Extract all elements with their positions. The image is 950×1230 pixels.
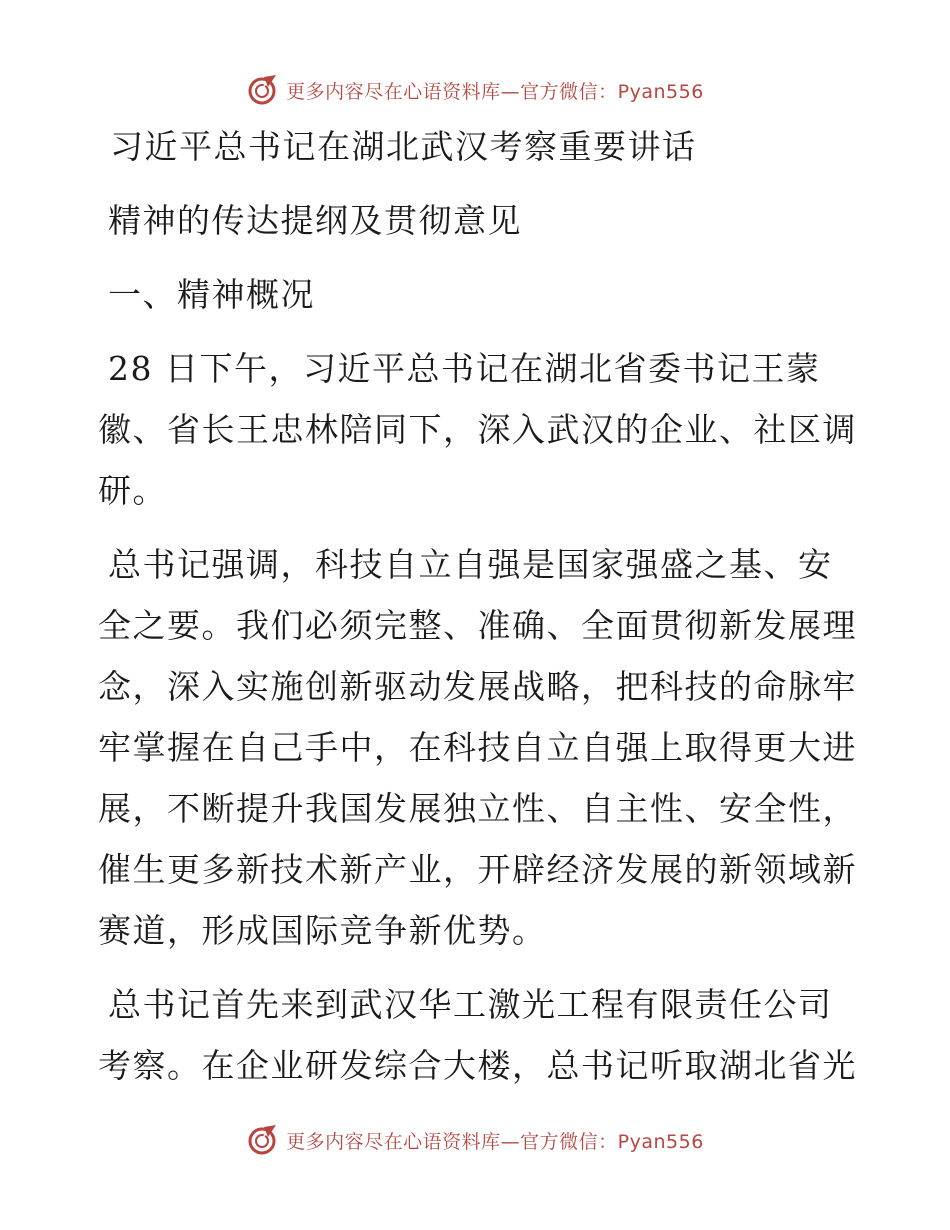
footer-watermark bbox=[0, 1120, 950, 1160]
paragraph-line: 考察。在企业研发综合大楼，总书记听取湖北省光 bbox=[98, 1046, 857, 1085]
pen-in-circle-logo-icon bbox=[246, 73, 280, 107]
paragraph-line: 总书记首先来到武汉华工激光工程有限责任公司 bbox=[108, 985, 833, 1024]
paragraph-line: 总书记强调，科技自立自强是国家强盛之基、安 bbox=[108, 545, 833, 584]
document-title-line-1: 习近平总书记在湖北武汉考察重要讲话 bbox=[110, 127, 697, 166]
document-title-line-2: 精神的传达提纲及贯彻意见 bbox=[108, 201, 522, 240]
paragraph-3 bbox=[98, 982, 858, 1089]
paragraph-line: 牢掌握在自己手中，在科技自立自强上取得更大进 bbox=[98, 728, 857, 767]
section-heading: 一、精神概况 bbox=[108, 275, 315, 314]
watermark-text: 更多内容尽在心语资料库—官方微信：Pyan556 bbox=[286, 1130, 704, 1153]
paragraph-line: 28 日下午，习近平总书记在湖北省委书记王蒙 bbox=[108, 349, 821, 388]
pen-in-circle-logo-icon bbox=[246, 1123, 280, 1157]
paragraph-line: 念，深入实施创新驱动发展战略，把科技的命脉牢 bbox=[98, 667, 857, 706]
paragraph-line: 全之要。我们必须完整、准确、全面贯彻新发展理 bbox=[98, 606, 857, 645]
document-body bbox=[98, 124, 858, 1089]
paragraph-line: 催生更多新技术新产业，开辟经济发展的新领域新 bbox=[98, 850, 857, 889]
paragraph-line: 赛道，形成国际竞争新优势。 bbox=[98, 911, 547, 950]
watermark-text: 更多内容尽在心语资料库—官方微信：Pyan556 bbox=[286, 80, 704, 103]
paragraph-1 bbox=[98, 346, 858, 514]
paragraph-line: 徽、省长王忠林陪同下，深入武汉的企业、社区调 bbox=[98, 410, 857, 449]
paragraph-line: 展，不断提升我国发展独立性、自主性、安全性， bbox=[98, 789, 857, 828]
paragraph-line: 研。 bbox=[98, 471, 167, 510]
paragraph-2 bbox=[98, 542, 858, 954]
header-watermark bbox=[0, 70, 950, 110]
